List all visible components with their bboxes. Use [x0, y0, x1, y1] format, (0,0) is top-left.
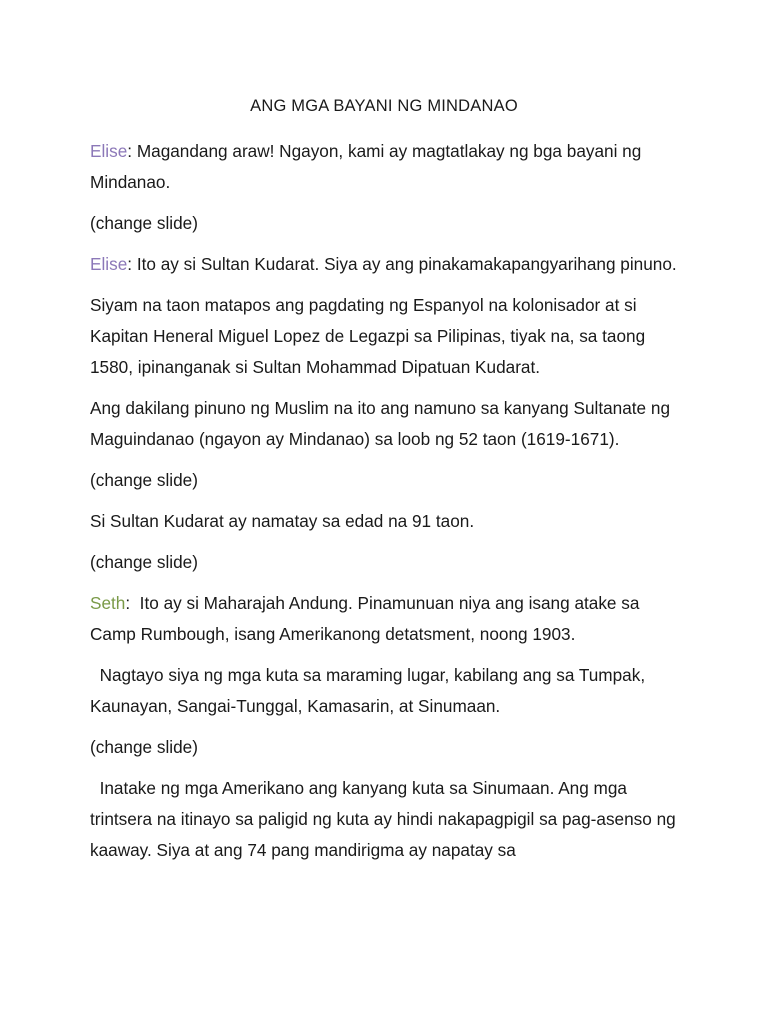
paragraph-text: : Ito ay si Maharajah Andung. Pinamunuan niya ang isang atake sa Camp Rumbough, isang Amerikanong detatsment, noong 1903.	[90, 593, 645, 644]
paragraph	[90, 660, 680, 722]
paragraph-elise-kudarat	[90, 249, 680, 280]
paragraph	[90, 393, 680, 455]
speaker-elise: Elise	[90, 141, 128, 161]
paragraph-text: : Ito ay si Sultan Kudarat. Siya ay ang pinakamakapangyarihang pinuno.	[127, 254, 677, 274]
paragraph-text: (change slide)	[90, 213, 198, 233]
paragraph-elise-greeting	[90, 136, 680, 198]
paragraph-text: Siyam na taon matapos ang pagdating ng Espanyol na kolonisador at si Kapitan Heneral Miguel Lopez de Legazpi sa Pilipinas, tiyak na, sa taong 1580, ipinanganak si Sultan Mohammad Dipatuan Kudarat.	[90, 295, 646, 377]
paragraph-text: Si Sultan Kudarat ay namatay sa edad na 91 taon.	[90, 511, 475, 531]
paragraph-text: Nagtayo siya ng mga kuta sa maraming lugar, kabilang ang sa Tumpak, Kaunayan, Sangai-Tunggal, Kamasarin, at Sinumaan.	[90, 665, 650, 716]
stage-direction	[90, 465, 680, 496]
paragraph-text: : Magandang araw! Ngayon, kami ay magtatlakay ng bga bayani ng Mindanao.	[90, 141, 642, 192]
paragraph	[90, 290, 680, 383]
paragraph	[90, 773, 680, 866]
paragraph-text: Ang dakilang pinuno ng Muslim na ito ang namuno sa kanyang Sultanate ng Maguindanao (ngayon ay Mindanao) sa loob ng 52 taon (1619-1671).	[90, 398, 671, 449]
stage-direction	[90, 547, 680, 578]
document-title: ANG MGA BAYANI NG MINDANAO	[250, 97, 518, 115]
paragraph-text: (change slide)	[90, 470, 198, 490]
paragraph-text: Inatake ng mga Amerikano ang kanyang kuta sa Sinumaan. Ang mga trintsera na itinayo sa paligid ng kuta ay hindi nakapagpigil sa pag-asenso ng kaaway. Siya at ang 74 pang mandirigma ay napatay sa	[90, 778, 681, 860]
paragraph-text: (change slide)	[90, 737, 198, 757]
paragraph-seth-andung	[90, 588, 680, 650]
paragraph	[90, 506, 680, 537]
stage-direction	[90, 208, 680, 239]
speaker-seth: Seth	[90, 593, 126, 613]
speaker-elise: Elise	[90, 254, 128, 274]
document-body	[90, 136, 680, 876]
stage-direction	[90, 732, 680, 763]
paragraph-text: (change slide)	[90, 552, 198, 572]
